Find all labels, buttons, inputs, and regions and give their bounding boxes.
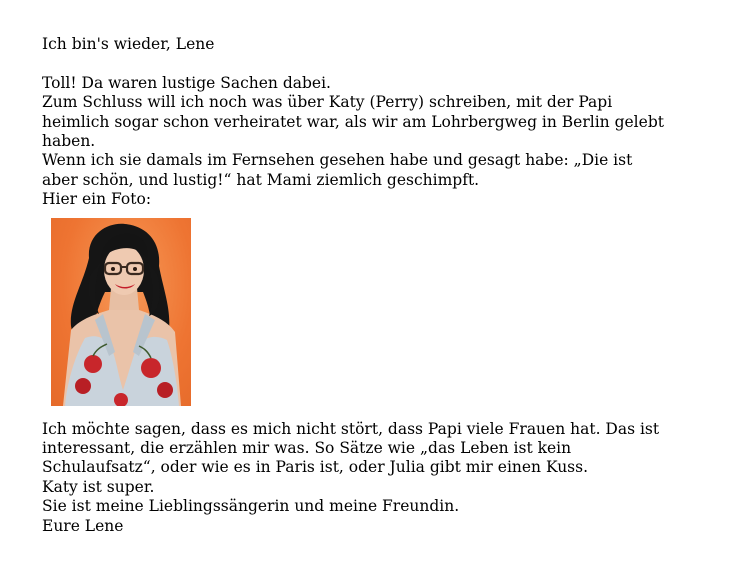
blank-line: [42, 54, 722, 73]
text-line: Hier ein Foto:: [42, 190, 152, 209]
portrait-photo-icon: [51, 218, 191, 406]
text-line: Toll! Da waren lustige Sachen dabei.: [42, 73, 331, 92]
text-line: Sie ist meine Lieblingssängerin und meine Freundin.: [42, 497, 460, 516]
text-line: Zum Schluss will ich noch was über Katy (Perry) schreiben, mit der Papi: [42, 93, 613, 112]
text-line: Wenn ich sie damals im Fernsehen gesehen habe und gesagt habe: „Die ist: [42, 151, 633, 170]
text-line: aber schön, und lustig!“ hat Mami ziemlich geschimpft.: [42, 170, 480, 189]
greeting-line: Ich bin's wieder, Lene: [42, 35, 215, 53]
text-line: heimlich sogar schon verheiratet war, als wir am Lohrbergweg in Berlin gelebt: [42, 112, 664, 131]
signature-line: Eure Lene: [42, 516, 124, 535]
portrait-photo: [51, 218, 191, 406]
text-line: haben.: [42, 132, 96, 151]
text-line: interessant, die erzählen mir was. So Sätze wie „das Leben ist kein: [42, 439, 572, 458]
letter: [42, 35, 722, 536]
text-line: Katy ist super.: [42, 477, 155, 496]
text-line: Schulaufsatz“, oder wie es in Paris ist, oder Julia gibt mir einen Kuss.: [42, 458, 589, 477]
text-line: Ich möchte sagen, dass es mich nicht stört, dass Papi viele Frauen hat. Das ist: [42, 419, 660, 438]
